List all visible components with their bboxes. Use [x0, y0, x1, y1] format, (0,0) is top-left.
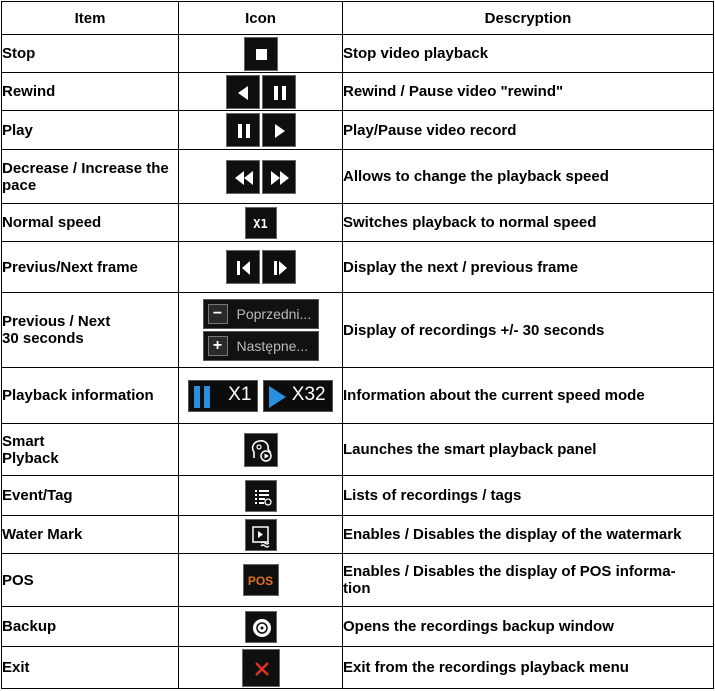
item-description-line1: Enables / Disables the display of POS informa- [343, 563, 676, 580]
previous-frame-button[interactable] [226, 250, 260, 284]
item-name: Stop [2, 35, 179, 73]
pos-label: POS [247, 574, 274, 588]
watermark-button[interactable] [245, 519, 277, 551]
plus-icon: + [208, 336, 228, 356]
item-name: Backup [2, 607, 179, 647]
item-name: Exit [2, 647, 179, 689]
table-row [2, 554, 714, 607]
table-row [2, 111, 714, 150]
item-name: Event/Tag [2, 476, 179, 516]
smart-playback-button[interactable] [244, 433, 278, 467]
table-row [2, 368, 714, 424]
item-description: Lists of recordings / tags [343, 476, 714, 516]
item-description: Play/Pause video record [343, 111, 714, 150]
speed-value: X32 [291, 383, 326, 405]
speed-value: X1 [228, 383, 252, 405]
play-icon [263, 114, 297, 148]
item-description: Launches the smart playback panel [343, 424, 714, 476]
header-row [2, 2, 714, 35]
watermark-icon [246, 520, 278, 552]
speed-indicator-play [263, 380, 333, 412]
item-name-line1: Smart [2, 432, 45, 450]
event-tag-button[interactable] [245, 480, 277, 512]
controls-table [1, 1, 714, 689]
pos-button[interactable] [243, 564, 279, 596]
close-icon [243, 650, 281, 688]
table-row [2, 516, 714, 554]
stop-button[interactable] [244, 37, 278, 71]
item-description: Rewind / Pause video "rewind" [343, 73, 714, 111]
item-description: Display the next / previous frame [343, 242, 714, 293]
rewind-button[interactable] [226, 75, 260, 109]
play-icon [266, 385, 292, 409]
next-30s-button[interactable] [203, 331, 319, 361]
smart-playback-icon [245, 434, 279, 468]
stop-icon [245, 38, 279, 72]
item-name: Previus/Next frame [2, 242, 179, 293]
item-description: Display of recordings +/- 30 seconds [343, 293, 714, 368]
next-30s-label: Następne... [236, 338, 309, 354]
minus-icon: − [208, 304, 228, 324]
header-description: Descryption [343, 2, 714, 35]
next-frame-button[interactable] [262, 250, 296, 284]
pause-button[interactable] [262, 75, 296, 109]
item-name [2, 424, 179, 476]
item-description: Exit from the recordings playback menu [343, 647, 714, 689]
pause-icon [263, 76, 297, 110]
previous-30s-label: Poprzedni... [236, 306, 312, 322]
item-name: Decrease / Increase the pace [2, 150, 179, 204]
normal-speed-label: X1 [253, 216, 268, 231]
item-description: Information about the current speed mode [343, 368, 714, 424]
table-row [2, 607, 714, 647]
rewind-icon [227, 76, 261, 110]
decrease-speed-button[interactable] [226, 160, 260, 194]
play-button[interactable] [262, 113, 296, 147]
pause-icon [227, 114, 261, 148]
table-row [2, 647, 714, 689]
item-name: Playback information [2, 368, 179, 424]
exit-button[interactable] [242, 649, 280, 687]
backup-button[interactable] [245, 611, 277, 643]
item-name: Normal speed [2, 204, 179, 242]
normal-speed-button[interactable] [245, 207, 277, 239]
item-description [343, 554, 714, 607]
item-name: Play [2, 111, 179, 150]
item-description: Opens the recordings backup window [343, 607, 714, 647]
pause-icon [191, 385, 217, 409]
table-row [2, 242, 714, 293]
item-name: Water Mark [2, 516, 179, 554]
fast-rewind-icon [227, 161, 261, 195]
increase-speed-button[interactable] [262, 160, 296, 194]
item-description: Allows to change the playback speed [343, 150, 714, 204]
table-row [2, 476, 714, 516]
pause-button[interactable] [226, 113, 260, 147]
speed-indicator-pause [188, 380, 258, 412]
backup-disc-icon [246, 612, 278, 644]
item-description-line2: tion [343, 580, 371, 597]
previous-30s-button[interactable] [203, 299, 319, 329]
item-description: Stop video playback [343, 35, 714, 73]
header-icon: Icon [179, 2, 343, 35]
item-description: Enables / Disables the display of the watermark [343, 516, 714, 554]
fast-forward-icon [263, 161, 297, 195]
item-name: POS [2, 554, 179, 607]
item-name-line1: Previous / Next [2, 313, 111, 330]
next-frame-icon [263, 251, 297, 285]
item-name-line2: Plyback [2, 449, 59, 467]
item-description: Switches playback to normal speed [343, 204, 714, 242]
header-item: Item [2, 2, 179, 35]
table-row [2, 35, 714, 73]
previous-frame-icon [227, 251, 261, 285]
table-row [2, 204, 714, 242]
table-row [2, 293, 714, 368]
item-name-line2: 30 seconds [2, 330, 84, 347]
item-name [2, 293, 179, 368]
table-row [2, 424, 714, 476]
table-row [2, 150, 714, 204]
event-list-icon [246, 481, 278, 513]
item-name: Rewind [2, 73, 179, 111]
table-row [2, 73, 714, 111]
